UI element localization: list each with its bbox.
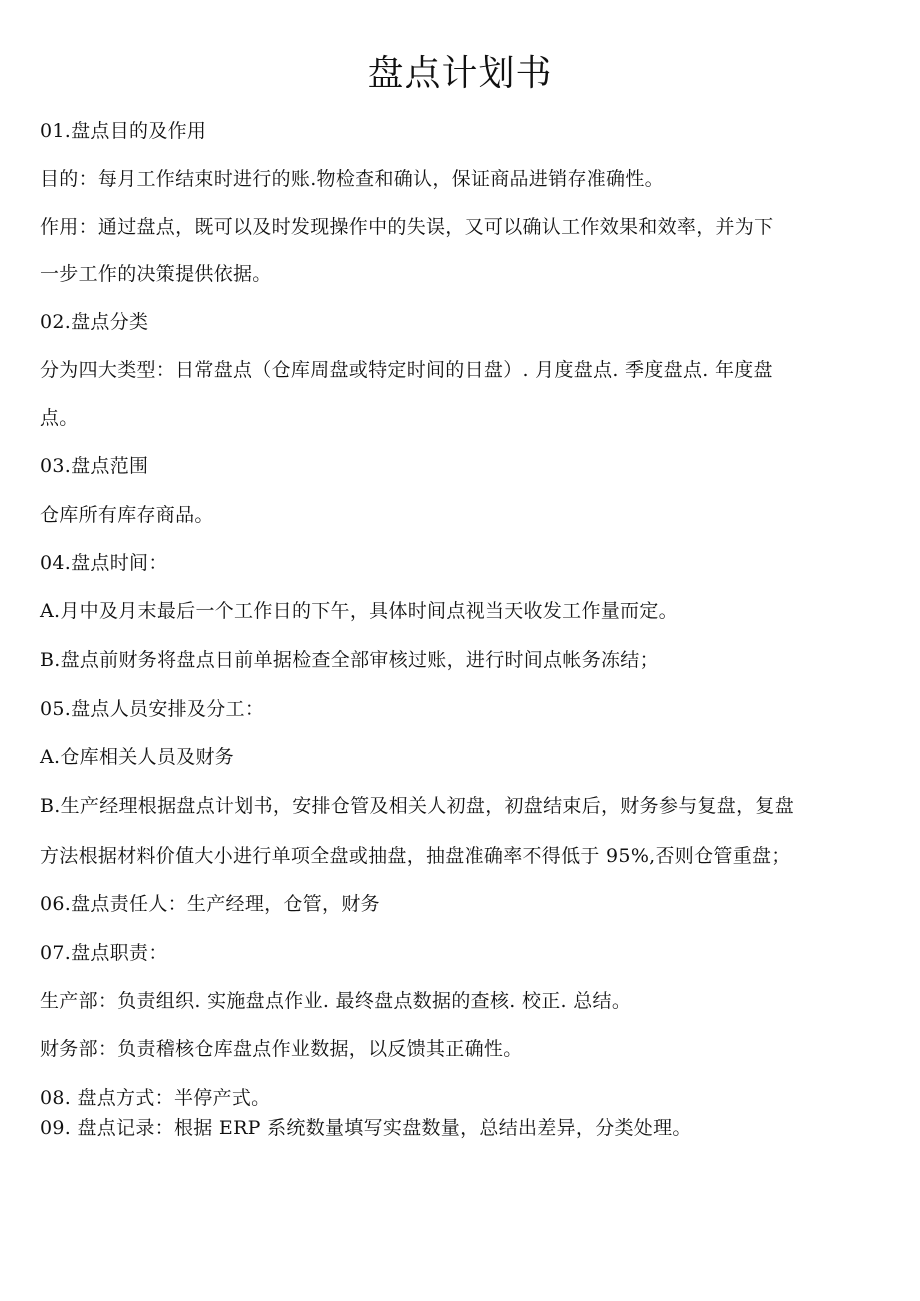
paragraph-time-a: A.月中及月末最后一个工作日的下午，具体时间点视当天收发工作量而定。: [40, 600, 678, 622]
paragraph-types-line-1: 分为四大类型：日常盘点（仓库周盘或特定时间的日盘）. 月度盘点. 季度盘点. 年度盘: [40, 359, 773, 381]
section-09-heading: 09. 盘点记录：根据 ERP 系统数量填写实盘数量，总结出差异，分类处理。: [40, 1117, 692, 1139]
paragraph-time-b: B.盘点前财务将盘点日前单据检查全部审核过账，进行时间点帐务冻结；: [40, 649, 659, 671]
section-07-heading: 07.盘点职责：: [40, 942, 168, 964]
section-04-heading: 04.盘点时间：: [40, 552, 168, 574]
paragraph-duty-finance: 财务部：负责稽核仓库盘点作业数据，以反馈其正确性。: [40, 1038, 523, 1060]
section-02-heading: 02.盘点分类: [40, 311, 149, 333]
paragraph-staff-b-line-1: B.生产经理根据盘点计划书，安排仓管及相关人初盘，初盘结束后，财务参与复盘，复盘: [40, 795, 795, 817]
paragraph-staff-b-line-2: 方法根据材料价值大小进行单项全盘或抽盘，抽盘准确率不得低于 95%,否则仓管重盘；: [40, 845, 791, 867]
paragraph-duty-production: 生产部：负责组织. 实施盘点作业. 最终盘点数据的查核. 校正. 总结。: [40, 990, 632, 1012]
section-06-heading: 06.盘点责任人：生产经理，仓管，财务: [40, 893, 380, 915]
paragraph-types-line-2: 点。: [40, 407, 79, 429]
paragraph-staff-a: A.仓库相关人员及财务: [40, 746, 235, 768]
document-title: 盘点计划书: [367, 53, 553, 94]
section-08-heading: 08. 盘点方式：半停产式。: [40, 1087, 271, 1109]
paragraph-function-line-1: 作用：通过盘点，既可以及时发现操作中的失误，又可以确认工作效果和效率，并为下: [40, 216, 774, 238]
section-03-heading: 03.盘点范围: [40, 455, 149, 477]
paragraph-purpose: 目的：每月工作结束时进行的账.物检查和确认，保证商品进销存准确性。: [40, 168, 664, 190]
section-01-heading: 01.盘点目的及作用: [40, 120, 207, 142]
paragraph-scope: 仓库所有库存商品。: [40, 504, 214, 526]
section-05-heading: 05.盘点人员安排及分工：: [40, 698, 265, 720]
paragraph-function-line-2: 一步工作的决策提供依据。: [40, 263, 272, 285]
